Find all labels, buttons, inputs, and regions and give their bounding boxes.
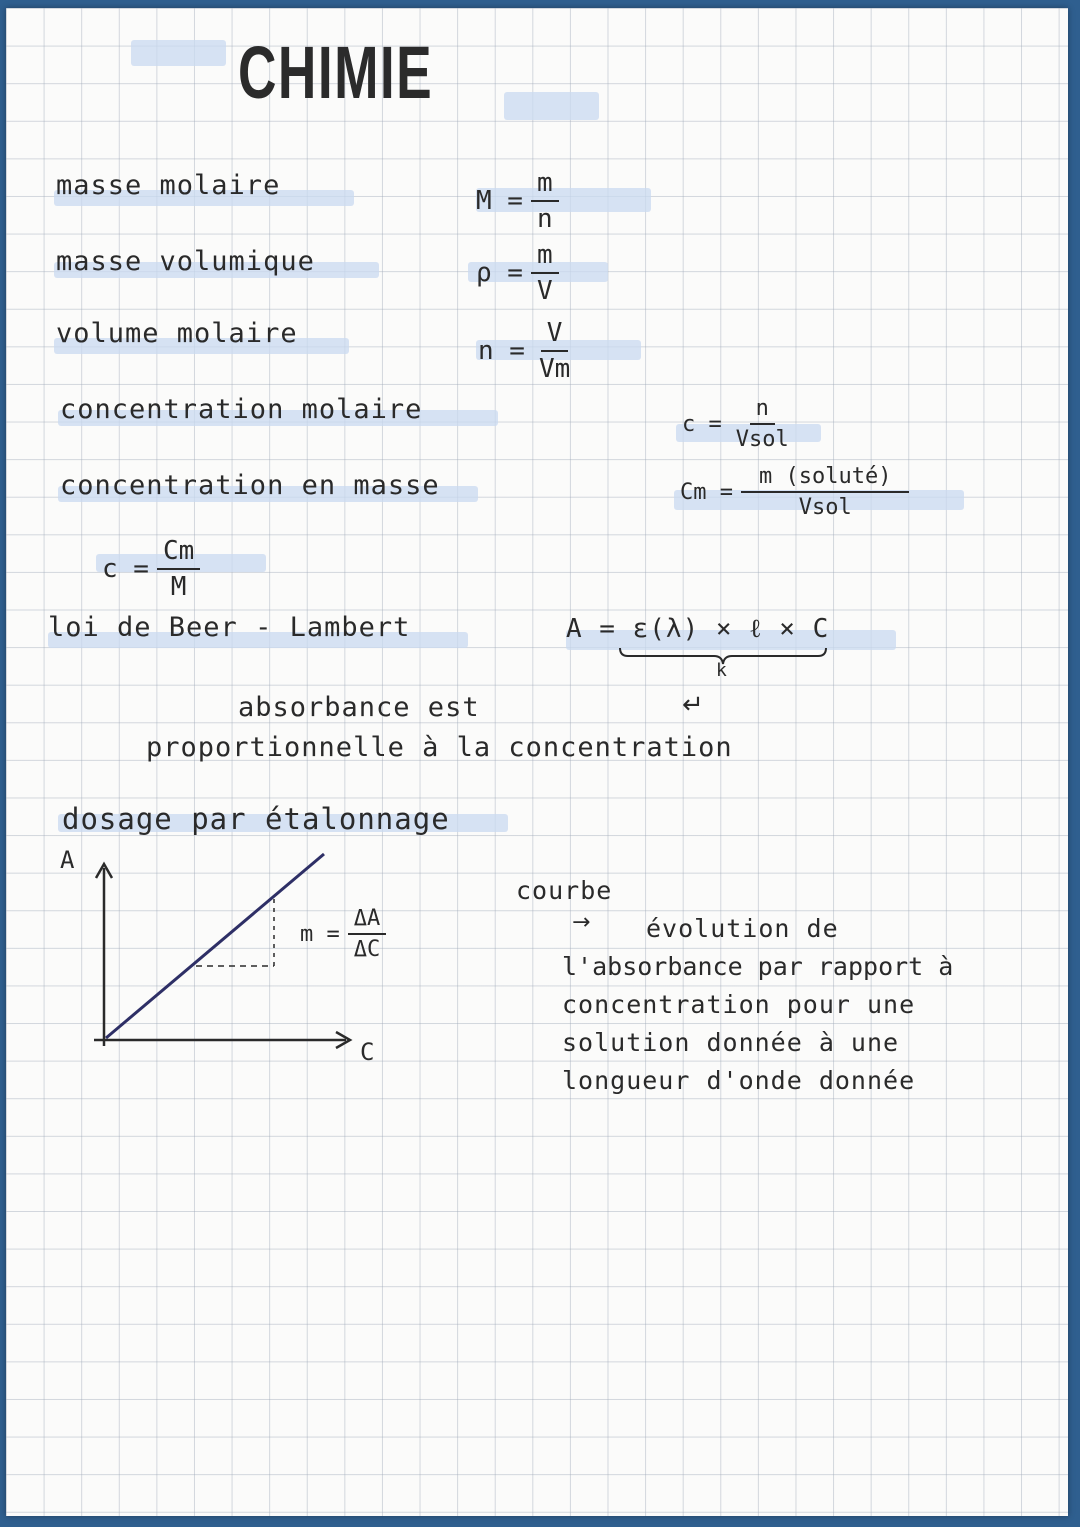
formula-denominator: V [536,276,553,306]
formula-masse-molaire [476,168,559,234]
calibration-line [106,854,324,1038]
formula-lhs: ρ = [476,258,523,288]
term-concentration-en-masse: concentration en masse [60,470,440,501]
formula-concentration-en-masse [680,464,909,520]
page-title: CHIMIE [238,31,434,114]
right-arrow-icon: → [572,910,591,935]
formula-numerator: m [531,240,559,274]
formula-masse-volumique [476,240,559,306]
term-masse-volumique: masse volumique [56,246,315,277]
formula-volume-molaire [478,318,576,384]
formula-beer-lambert: A = ε(λ) × ℓ × C [566,614,830,644]
formula-lhs: Cm = [680,479,733,505]
formula-denominator: M [170,572,187,602]
formula-denominator: Vsol [735,427,789,452]
formula-lhs: c = [102,554,149,584]
formula-numerator: V [541,318,569,352]
desc-line-5: longueur d'onde donnée [562,1066,916,1095]
return-arrow-icon: ↵ [682,690,704,720]
formula-numerator: ΔA [348,906,387,935]
x-axis-label: C [360,1038,376,1066]
formula-denominator: ΔC [353,937,381,962]
formula-lhs: c = [682,411,722,437]
heading-dosage: dosage par étalonnage [62,802,450,836]
formula-denominator: Vm [538,354,571,384]
formula-denominator: Vsol [798,495,852,520]
formula-numerator: n [750,396,775,425]
term-volume-molaire: volume molaire [56,318,298,349]
notebook-page [6,8,1068,1516]
formula-lhs: n = [478,336,525,366]
term-masse-molaire: masse molaire [56,170,281,201]
formula-numerator: m (soluté) [741,464,909,493]
brace-label: k [716,660,728,681]
formula-slope [300,906,386,962]
note-absorbance-line1: absorbance est [238,692,480,723]
label-courbe: courbe [516,876,613,905]
formula-lhs: M = [476,186,523,216]
term-concentration-molaire: concentration molaire [60,394,423,425]
note-absorbance-line2: proportionnelle à la concentration [146,732,733,763]
formula-numerator: m [531,168,559,202]
formula-denominator: n [536,204,553,234]
desc-line-4: solution donnée à une [562,1028,900,1057]
formula-lhs: m = [300,921,340,947]
y-axis-label: A [60,846,76,874]
desc-line-1: évolution de [646,914,839,943]
formula-numerator: Cm [157,536,200,570]
formula-relation-c-cm [102,536,200,602]
title-highlight-left [131,40,226,66]
title-highlight-right [504,92,599,120]
desc-line-3: concentration pour une [562,990,916,1019]
formula-concentration-molaire [682,396,795,452]
desc-line-2: l'absorbance par rapport à [562,952,954,981]
term-beer-lambert: loi de Beer - Lambert [48,612,411,643]
